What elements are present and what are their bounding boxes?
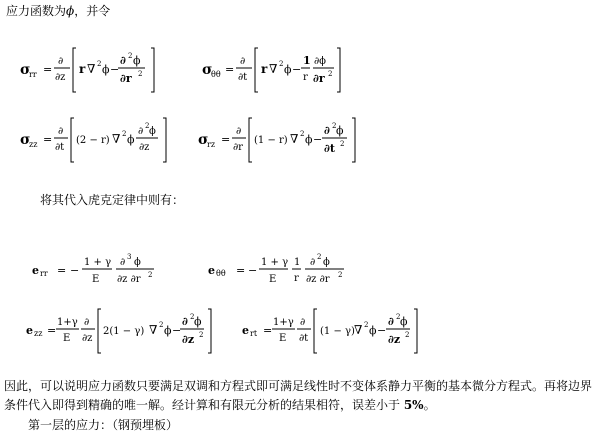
left-bracket xyxy=(98,309,101,353)
equals-sign: = xyxy=(236,264,246,277)
r-factor: r xyxy=(261,62,268,76)
one-numerator: 1 xyxy=(294,257,301,268)
dr2-exponent: 2 xyxy=(328,70,333,78)
equation-e-rt xyxy=(240,304,440,360)
nabla-exponent: 2 xyxy=(159,321,164,329)
right-bracket xyxy=(163,118,166,162)
dz2-denominator: ∂z xyxy=(182,333,195,346)
phi-symbol: ϕ xyxy=(66,4,75,18)
e-subscript: θθ xyxy=(216,269,226,278)
nabla-symbol: ∇ xyxy=(87,62,96,76)
d2phi-exponent: 2 xyxy=(145,122,150,130)
equation-sigma-zz xyxy=(18,112,198,168)
equation-e-thetatheta xyxy=(206,248,366,294)
minus-sign: − xyxy=(110,63,120,76)
sigma-symbol: σ xyxy=(20,62,31,78)
partial-denominator: ∂t xyxy=(238,72,248,83)
conclusion-end: 。 xyxy=(423,398,436,412)
d2phi-phi: ϕ xyxy=(133,54,141,67)
phi-symbol: ϕ xyxy=(305,133,313,146)
e-symbol: e xyxy=(32,264,39,277)
equals-sign: = xyxy=(225,63,235,76)
d2phi-phi: ϕ xyxy=(400,315,408,328)
minus-sign: − xyxy=(377,324,387,337)
d2phi-exponent: 2 xyxy=(317,253,322,261)
right-bracket xyxy=(414,309,417,353)
phi-symbol: ϕ xyxy=(369,324,377,337)
dzdr2-denominator: ∂z ∂r xyxy=(117,274,141,285)
r-factor: r xyxy=(79,62,86,76)
equation-e-zz xyxy=(24,304,224,360)
partial-numerator: ∂ xyxy=(58,126,64,137)
sigma-symbol: σ xyxy=(202,62,213,78)
dt2-exponent: 2 xyxy=(340,140,345,148)
dz2-exponent: 2 xyxy=(405,331,410,339)
phi-symbol: ϕ xyxy=(284,63,292,76)
intro-line xyxy=(6,4,110,18)
e-subscript: rt xyxy=(250,329,258,338)
sigma-symbol: σ xyxy=(20,132,31,148)
sigma-subscript: rz xyxy=(207,140,216,149)
fraction-denominator: E xyxy=(279,333,287,344)
fraction-numerator: 1+γ xyxy=(273,317,294,328)
d3phi-phi: ϕ xyxy=(134,257,141,268)
nabla-symbol: ∇ xyxy=(269,62,278,76)
left-bracket xyxy=(314,309,317,353)
sigma-subscript: θθ xyxy=(211,70,221,79)
dr2-exponent: 2 xyxy=(148,271,153,279)
right-bracket xyxy=(352,118,355,162)
d2phi-phi: ϕ xyxy=(336,124,344,137)
d2phi-numerator: ∂ xyxy=(324,124,330,137)
partial-denominator: ∂z xyxy=(82,333,93,344)
e-symbol: e xyxy=(242,324,249,337)
minus-sign: − xyxy=(70,264,80,277)
fraction-denominator: E xyxy=(92,274,100,285)
equals-sign: = xyxy=(221,133,231,146)
dzdr2-denominator: ∂z ∂r xyxy=(306,274,330,285)
left-bracket xyxy=(73,48,76,92)
e-subscript: zz xyxy=(34,329,43,338)
minus-sign: − xyxy=(313,133,323,146)
d2phi-numerator: ∂ xyxy=(310,257,316,268)
coefficient: (1 − r) xyxy=(254,135,288,146)
nabla-symbol: ∇ xyxy=(112,132,121,146)
nabla-symbol: ∇ xyxy=(354,323,363,337)
partial-numerator: ∂ xyxy=(84,317,90,328)
d3phi-exponent: 3 xyxy=(127,253,132,261)
equation-sigma-thetatheta xyxy=(200,42,370,98)
equals-sign: = xyxy=(47,324,57,337)
first-layer-heading: 第一层的应力：（钢预埋板） xyxy=(28,418,179,432)
fraction-numerator: 1+γ xyxy=(57,317,78,328)
d2phi-numerator: ∂ xyxy=(138,126,144,137)
partial-denominator: ∂z xyxy=(55,72,66,83)
right-bracket xyxy=(337,48,340,92)
conclusion-paragraph xyxy=(4,377,596,415)
conclusion-text: 因此，可以说明应力函数只要满足双调和方程式即可满足线性时不变体系静力平衡的基本微分方程式。再将边界条件代入即得到精确的唯一解。经计算和有限元分析的结果相符，误差小于 xyxy=(4,379,593,412)
nabla-exponent: 2 xyxy=(300,130,305,138)
phi-symbol: ϕ xyxy=(164,324,172,337)
d3phi-numerator: ∂ xyxy=(120,257,126,268)
equation-e-rr xyxy=(30,248,190,294)
left-bracket xyxy=(255,48,258,92)
dphi-numerator: ∂ϕ xyxy=(314,56,326,67)
minus-sign: − xyxy=(172,324,182,337)
d2phi-phi: ϕ xyxy=(149,126,156,137)
e-subscript: rr xyxy=(40,269,48,278)
equation-sigma-rz xyxy=(196,112,376,168)
nabla-exponent: 2 xyxy=(364,321,369,329)
equals-sign: = xyxy=(43,133,53,146)
d2phi-exponent: 2 xyxy=(128,52,133,60)
right-bracket xyxy=(208,309,211,353)
sigma-subscript: rr xyxy=(29,70,37,79)
dr2-denominator: ∂r xyxy=(120,72,132,85)
dt2-denominator: ∂t xyxy=(324,142,335,155)
intro-prefix: 应力函数为 xyxy=(6,4,67,18)
nabla-symbol: ∇ xyxy=(149,323,158,337)
nabla-exponent: 2 xyxy=(279,60,284,68)
error-value: 5% xyxy=(403,398,424,412)
equals-sign: = xyxy=(43,63,53,76)
one-numerator: 1 xyxy=(303,54,311,67)
nabla-symbol: ∇ xyxy=(290,132,299,146)
phi-symbol: ϕ xyxy=(102,63,110,76)
coefficient: (2 − r) xyxy=(76,135,110,146)
partial-denominator: ∂t xyxy=(299,333,309,344)
equation-sigma-rr xyxy=(18,42,188,98)
d2phi-phi: ϕ xyxy=(323,257,330,268)
sigma-subscript: zz xyxy=(29,140,38,149)
fraction-denominator: E xyxy=(63,333,71,344)
partial-numerator: ∂ xyxy=(240,56,246,67)
d2phi-phi: ϕ xyxy=(194,315,202,328)
coefficient: 2(1 − γ) xyxy=(103,326,145,337)
partial-denominator: ∂r xyxy=(233,142,243,153)
dr2-exponent: 2 xyxy=(338,271,343,279)
d2phi-numerator: ∂ xyxy=(182,315,188,328)
d2phi-exponent: 2 xyxy=(190,313,195,321)
substitute-sentence: 将其代入虎克定律中则有： xyxy=(40,193,185,207)
equals-sign: = xyxy=(57,264,67,277)
dz2-exponent: 2 xyxy=(199,331,204,339)
r-denominator: r xyxy=(303,72,308,83)
nabla-exponent: 2 xyxy=(122,130,127,138)
partial-numerator: ∂ xyxy=(58,56,64,67)
partial-numerator: ∂ xyxy=(236,126,242,137)
dz-denominator: ∂z xyxy=(139,142,150,153)
e-symbol: e xyxy=(26,324,33,337)
fraction-numerator: 1 + γ xyxy=(261,257,289,268)
phi-symbol: ϕ xyxy=(127,133,135,146)
left-bracket xyxy=(71,118,74,162)
d2phi-numerator: ∂ xyxy=(120,54,126,67)
coefficient: (1 − γ) xyxy=(320,326,355,337)
dr2-denominator: ∂r xyxy=(313,72,325,85)
partial-numerator: ∂ xyxy=(300,317,306,328)
minus-sign: − xyxy=(248,264,258,277)
fraction-denominator: E xyxy=(269,274,277,285)
minus-sign: − xyxy=(292,63,302,76)
left-bracket xyxy=(249,118,252,162)
fraction-numerator: 1 + γ xyxy=(84,257,112,268)
d2phi-exponent: 2 xyxy=(332,122,337,130)
intro-suffix: ，并令 xyxy=(74,4,111,18)
sigma-symbol: σ xyxy=(198,132,209,148)
partial-denominator: ∂t xyxy=(55,142,65,153)
nabla-exponent: 2 xyxy=(97,60,102,68)
d2phi-numerator: ∂ xyxy=(388,315,394,328)
d2phi-exponent: 2 xyxy=(396,313,401,321)
e-symbol: e xyxy=(208,264,215,277)
right-bracket xyxy=(151,48,154,92)
dr2-exponent: 2 xyxy=(138,70,143,78)
dz2-denominator: ∂z xyxy=(388,333,401,346)
equals-sign: = xyxy=(263,324,273,337)
r-denominator: r xyxy=(294,273,299,284)
